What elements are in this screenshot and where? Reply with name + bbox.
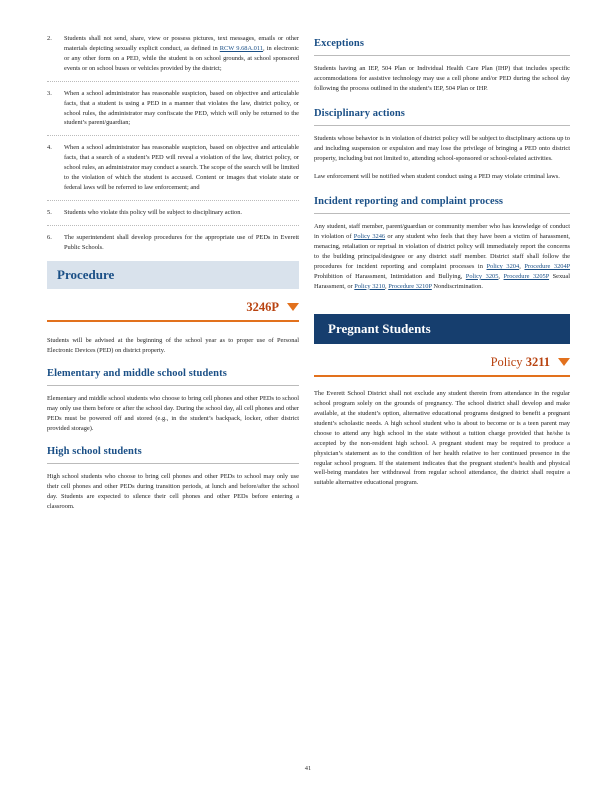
list-number: 4. [47, 144, 52, 152]
policy-3246-link[interactable]: Policy 3246 [353, 233, 386, 241]
policy-3204-link[interactable]: Policy 3204 [486, 262, 520, 270]
list-text: The superintendent shall develop procedures for the appropriate use of PEDs in Everett Public Schools. [64, 233, 299, 251]
list-item [47, 208, 299, 218]
incident-text-part: Prohibition of Harassment, Intimidation and Bullying, [314, 272, 466, 280]
list-text: Students shall not send, share, view or possess pictures, text messages, emails or other materials depicting sexually explicit conduct, as defined in [64, 35, 299, 52]
policy-number-value: 3211 [525, 354, 550, 369]
policy-number-row [314, 348, 570, 377]
heading-rule [314, 213, 570, 214]
list-item [47, 89, 299, 129]
incident-text-part: or any student who feels that they have been a victim of harassment, menacing, retaliation or reprisal in violation of district policy will immediately report the concerns to the building principal/designee or any district staff member. District staff shall follow the procedures for incident reporting and complaint processes in [314, 233, 570, 270]
policy-word: Policy [490, 354, 523, 369]
exceptions-heading: Exceptions [314, 38, 365, 49]
pregnant-students-title: Pregnant Students [328, 320, 431, 336]
procedure-number-row [47, 293, 299, 322]
list-number: 5. [47, 208, 52, 216]
divider [47, 225, 299, 226]
disciplinary-text: Students whose behavior is in violation of district policy will be subject to disciplinary actions up to and including suspension or expulsion and may lose the privilege of bringing a PED onto district property, including but not limited to, attending school-sponsored or school-related activities. [314, 135, 570, 163]
law-enforcement-text: Law enforcement will be notified when student conduct using a PED may violate criminal laws. [314, 173, 560, 181]
pregnant-students-banner [314, 314, 570, 344]
procedure-intro: Students will be advised at the beginning of the school year as to proper use of Personal Electronic Devices (PED) on district property. [47, 337, 299, 355]
list-text: When a school administrator has reasonable suspicion, based on objective and articulable facts, that a search of a student’s PED will reveal a violation of the law, district policy, or school rules, an administrator may conduct a search. The scope of the search will be limited to the violation of which the student is accused. Content or images that violate state or federal laws will be referred to law enforcement; and [64, 144, 299, 192]
procedure-banner [47, 261, 299, 289]
procedure-banner-title: Procedure [57, 266, 115, 282]
triangle-down-icon [558, 358, 570, 366]
list-text: When a school administrator has reasonable suspicion, based on objective and articulable facts, that a student is using a PED in a manner that violates the law, district policy, or school rules, the administrator may confiscate the PED, which will only be returned to the student’s parent/guardian; [64, 89, 299, 127]
list-number: 6. [47, 233, 52, 241]
high-school-text: High school students who choose to bring cell phones and other PEDs to school may only use their cell phones and other PEDs during transition periods, at lunch and before/after the school day. Students are expected to silence their cell phones and other PEDs before entering a classroom. [47, 473, 299, 510]
procedure-3210p-link[interactable]: Procedure 3210P [388, 282, 432, 290]
policy-3210-link[interactable]: Policy 3210 [354, 282, 386, 290]
pregnant-students-text: The Everett School District shall not exclude any student therein from attendance in the regular school program solely on the grounds of pregnancy. The school district shall develop and make available, at the student’s option, alternative educational programs designed to benefit a pregnant student’s scholastic needs. A high school student who is about to become or is a teen parent may choose to attend any high school in the state without a tuition charge provided that he/she is accepted by the non-resident high school. A pregnant student may be required to produce a physician’s statement as to the condition of her health relative to her continued presence in the regular school program. If the statement indicates that the pregnant student’s health and physical well-being mandates her withdrawal from regular school attendance, the district shall require a suitable alternative educational program. [314, 390, 570, 487]
policy-3205-link[interactable]: Policy 3205 [465, 272, 499, 280]
rcw-link[interactable]: RCW 9.68A.011 [219, 44, 264, 52]
divider [47, 200, 299, 201]
procedure-number: 3246P [246, 299, 279, 314]
heading-rule [314, 55, 570, 56]
policy-list [47, 34, 299, 253]
incident-text-part: Sexual Harassment, or [314, 272, 570, 290]
triangle-down-icon [287, 303, 299, 311]
incident-text: Any student, staff member, parent/guardian or community member who has knowledge of conduct in violation of Policy 3246 or any student who feels that they have been a victim of harassment, menacing, retaliation or reprisal in violation of district policy will immediately report the concerns to the building principal/designee or any district staff member. District staff shall follow the procedures for incident reporting and complaint processes in Policy 3204, Procedure 3204P Prohibition of Harassment, Intimidation and Bullying, Policy 3205, Procedure 3205P Sexual Harassment, or Policy 3210, Procedure 3210P Nondiscrimination. [314, 223, 571, 290]
elementary-heading: Elementary and middle school students [47, 367, 227, 379]
page-number: 41 [304, 765, 312, 772]
exceptions-text: Students having an IEP, 504 Plan or Individual Health Care Plan (IHP) that includes specific accommodations for assistive technology may use a cell phone and/or PED during the school day following the process outlined in the student’s IEP, 504 Plan or IHP. [314, 65, 570, 93]
left-column [47, 34, 299, 512]
heading-rule [47, 463, 299, 464]
elementary-text: Elementary and middle school students who choose to bring cell phones and other PEDs to school may only use them before or after the school day. During the school day, all cell phones and other PEDs must be powered off and stored (e.g., in the student’s backpack, locker, other district provided storage). [47, 395, 299, 432]
list-item [47, 34, 299, 74]
disciplinary-heading: Disciplinary actions [314, 108, 405, 120]
heading-rule [47, 385, 299, 386]
list-item [47, 143, 299, 193]
list-text: Students who violate this policy will be subject to disciplinary action. [64, 208, 243, 216]
right-column [314, 36, 570, 488]
list-text-tail: , in electronic or any other form on a PED, while the student is on school grounds, at school sponsored events or on school buses or vehicles provided by the district; [64, 44, 299, 72]
divider [47, 81, 299, 82]
incident-text-part: Any student, staff member, parent/guardian or community member who has knowledge of conduct in violation of [314, 223, 570, 241]
incident-heading: Incident reporting and complaint process [314, 195, 504, 207]
high-school-heading: High school students [47, 445, 142, 457]
incident-text-part: Nondiscrimination. [431, 282, 483, 290]
heading-rule [314, 125, 570, 126]
list-number: 3. [47, 89, 52, 97]
procedure-3204p-link[interactable]: Procedure 3204P [524, 262, 571, 270]
list-item [47, 233, 299, 253]
policy-number [491, 353, 550, 372]
divider [47, 135, 299, 136]
procedure-3205p-link[interactable]: Procedure 3205P [503, 272, 550, 280]
list-number: 2. [47, 35, 52, 42]
